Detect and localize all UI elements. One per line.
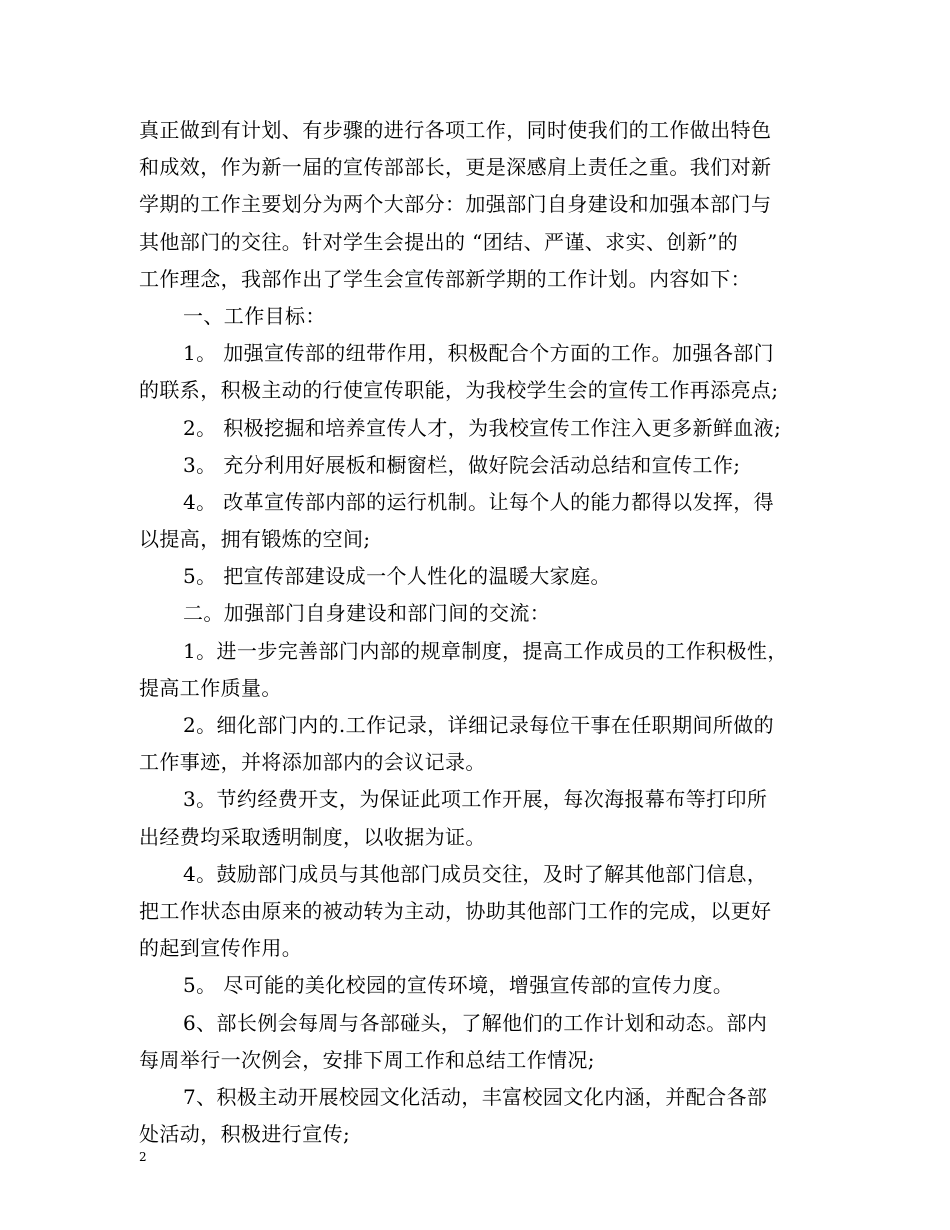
goal-item-4 — [139, 484, 819, 558]
text-line: 一、工作目标： — [183, 303, 326, 328]
goal-item-3 — [139, 447, 819, 484]
text-line: 1。进一步完善部门内部的规章制度，提高工作成员的工作积极性， — [183, 638, 788, 663]
goal-item-1 — [139, 335, 819, 409]
text-line: 提高工作质量。 — [139, 675, 282, 700]
text-line: 工作事迹，并将添加部内的会议记录。 — [139, 750, 486, 775]
text-line: 4。鼓励部门成员与其他部门成员交往，及时了解其他部门信息， — [183, 861, 768, 886]
development-item-5 — [139, 967, 819, 1004]
paragraph-intro — [139, 112, 819, 298]
text-line: 二。加强部门自身建设和部门间的交流： — [183, 601, 551, 626]
document-body — [139, 112, 819, 1153]
development-item-3 — [139, 781, 819, 855]
text-line: 5。 把宣传部建设成一个人性化的温暖大家庭。 — [183, 564, 611, 589]
goal-item-2 — [139, 410, 819, 447]
text-line: 和成效，作为新一届的宣传部部长，更是深感肩上责任之重。我们对新 — [139, 155, 772, 180]
text-line: 的起到宣传作用。 — [139, 936, 303, 961]
development-item-4 — [139, 856, 819, 968]
text-line: 处活动，积极进行宣传; — [139, 1122, 351, 1147]
text-line: 3。 充分利用好展板和橱窗栏，做好院会活动总结和宣传工作; — [183, 452, 741, 477]
goal-item-5 — [139, 558, 819, 595]
text-line: 学期的工作主要划分为两个大部分：加强部门自身建设和加强本部门与 — [139, 192, 772, 217]
text-line: 的联系，积极主动的行使宣传职能，为我校学生会的宣传工作再添亮点; — [139, 378, 779, 403]
text-line: 1。 加强宣传部的纽带作用，积极配合个方面的工作。加强各部门 — [183, 341, 775, 366]
development-item-2 — [139, 707, 819, 781]
text-line: 以提高，拥有锻炼的空间; — [139, 527, 371, 552]
text-line: 3。节约经费开支，为保证此项工作开展，每次海报幕布等打印所 — [183, 787, 768, 812]
section-heading-goals — [139, 298, 819, 335]
text-line: 6、部长例会每周与各部碰头，了解他们的工作计划和动态。部内 — [183, 1010, 768, 1035]
development-item-1 — [139, 633, 819, 707]
text-line: 出经费均采取透明制度，以收据为证。 — [139, 824, 486, 849]
page-number: 2 — [139, 1150, 147, 1164]
text-line: 2。 积极挖掘和培养宣传人才，为我校宣传工作注入更多新鲜血液; — [183, 415, 782, 440]
section-heading-development — [139, 595, 819, 632]
text-line: 5。 尽可能的美化校园的宣传环境，增强宣传部的宣传力度。 — [183, 973, 734, 998]
text-line: 4。 改革宣传部内部的运行机制。让每个人的能力都得以发挥，得 — [183, 489, 775, 514]
development-item-6 — [139, 1005, 819, 1079]
text-line: 每周举行一次例会，安排下周工作和总结工作情况; — [139, 1047, 595, 1072]
text-line: 工作理念，我部作出了学生会宣传部新学期的工作计划。内容如下： — [139, 266, 751, 291]
development-item-7 — [139, 1079, 819, 1153]
text-line: 其他部门的交往。针对学生会提出的 “团结、严谨、求实、创新”的 — [139, 229, 739, 254]
text-line: 2。细化部门内的.工作记录，详细记录每位干事在任职期间所做的 — [183, 713, 775, 737]
text-line: 7、积极主动开展校园文化活动，丰富校园文化内涵，并配合各部 — [183, 1084, 768, 1109]
text-line: 把工作状态由原来的被动转为主动，协助其他部门工作的完成，以更好 — [139, 898, 772, 923]
text-line: 真正做到有计划、有步骤的进行各项工作，同时使我们的工作做出特色 — [139, 118, 772, 142]
